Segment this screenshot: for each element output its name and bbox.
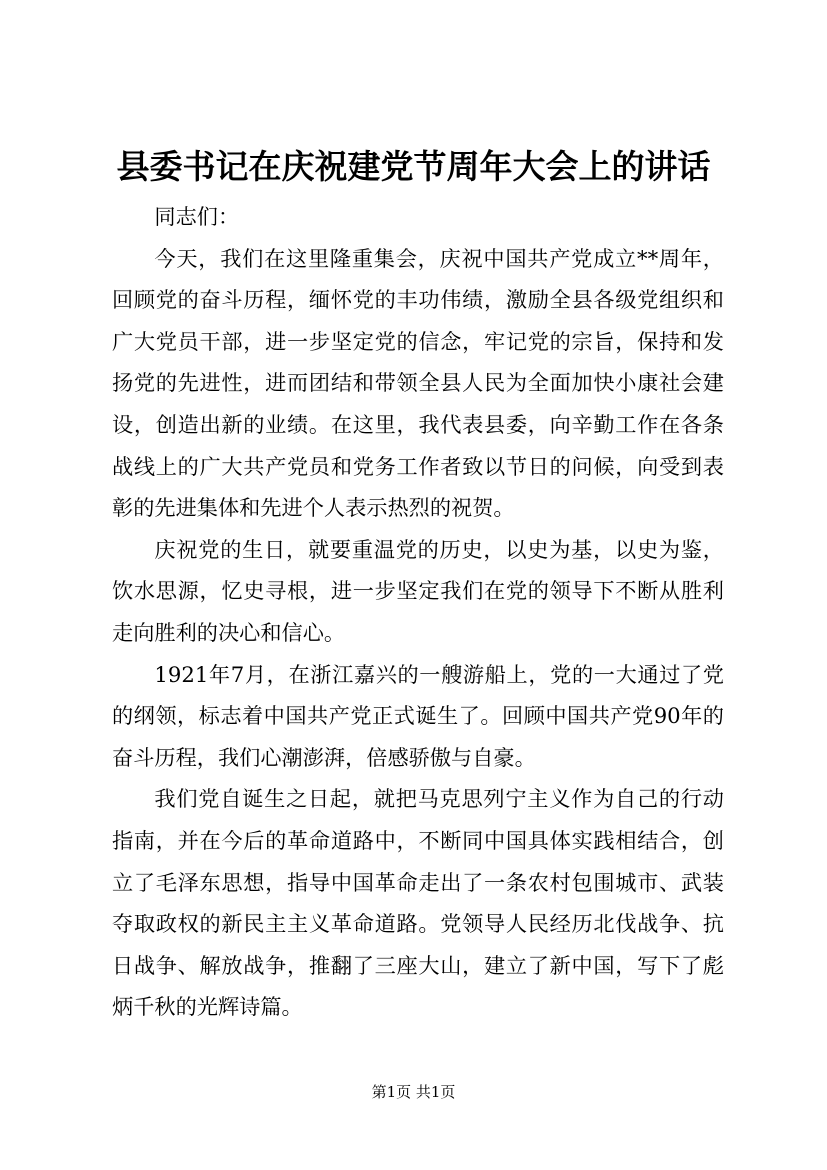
salutation: 同志们： [154, 204, 240, 229]
paragraph-3: 1921年7月，在浙江嘉兴的一艘游船上，党的一大通过了党的纲领，标志着中国共产党正式诞生了。回顾中国共产党90年的奋斗历程，我们心潮澎湃，倍感骄傲与自豪。 [112, 661, 724, 770]
document-body [112, 196, 724, 1028]
paragraph-2: 庆祝党的生日，就要重温党的历史，以史为基，以史为鉴，饮水思源，忆史寻根，进一步坚定我们在党的领导下不断从胜利走向胜利的决心和信心。 [112, 536, 724, 645]
paragraph-4: 我们党自诞生之日起，就把马克思列宁主义作为自己的行动指南，并在今后的革命道路中，不断同中国具体实践相结合，创立了毛泽东思想，指导中国革命走出了一条农村包围城市、武装夺取政权的新民主主义革命道路。党领导人民经历北伐战争、抗日战争、解放战争，推翻了三座大山，建立了新中国，写下了彪炳千秋的光辉诗篇。 [112, 786, 724, 1020]
page-footer: 第1页 共1页 [371, 1083, 456, 1101]
paragraph-1: 今天，我们在这里隆重集会，庆祝中国共产党成立**周年，回顾党的奋斗历程，缅怀党的丰功伟绩，激励全县各级党组织和广大党员干部，进一步坚定党的信念，牢记党的宗旨，保持和发扬党的先进性，进而团结和带领全县人民为全面加快小康社会建设，创造出新的业绩。在这里，我代表县委，向辛勤工作在各条战线上的广大共产党员和党务工作者致以节日的问候，向受到表彰的先进集体和先进个人表示热烈的祝贺。 [112, 245, 724, 521]
document-title: 县委书记在庆祝建党节周年大会上的讲话 [116, 147, 711, 186]
